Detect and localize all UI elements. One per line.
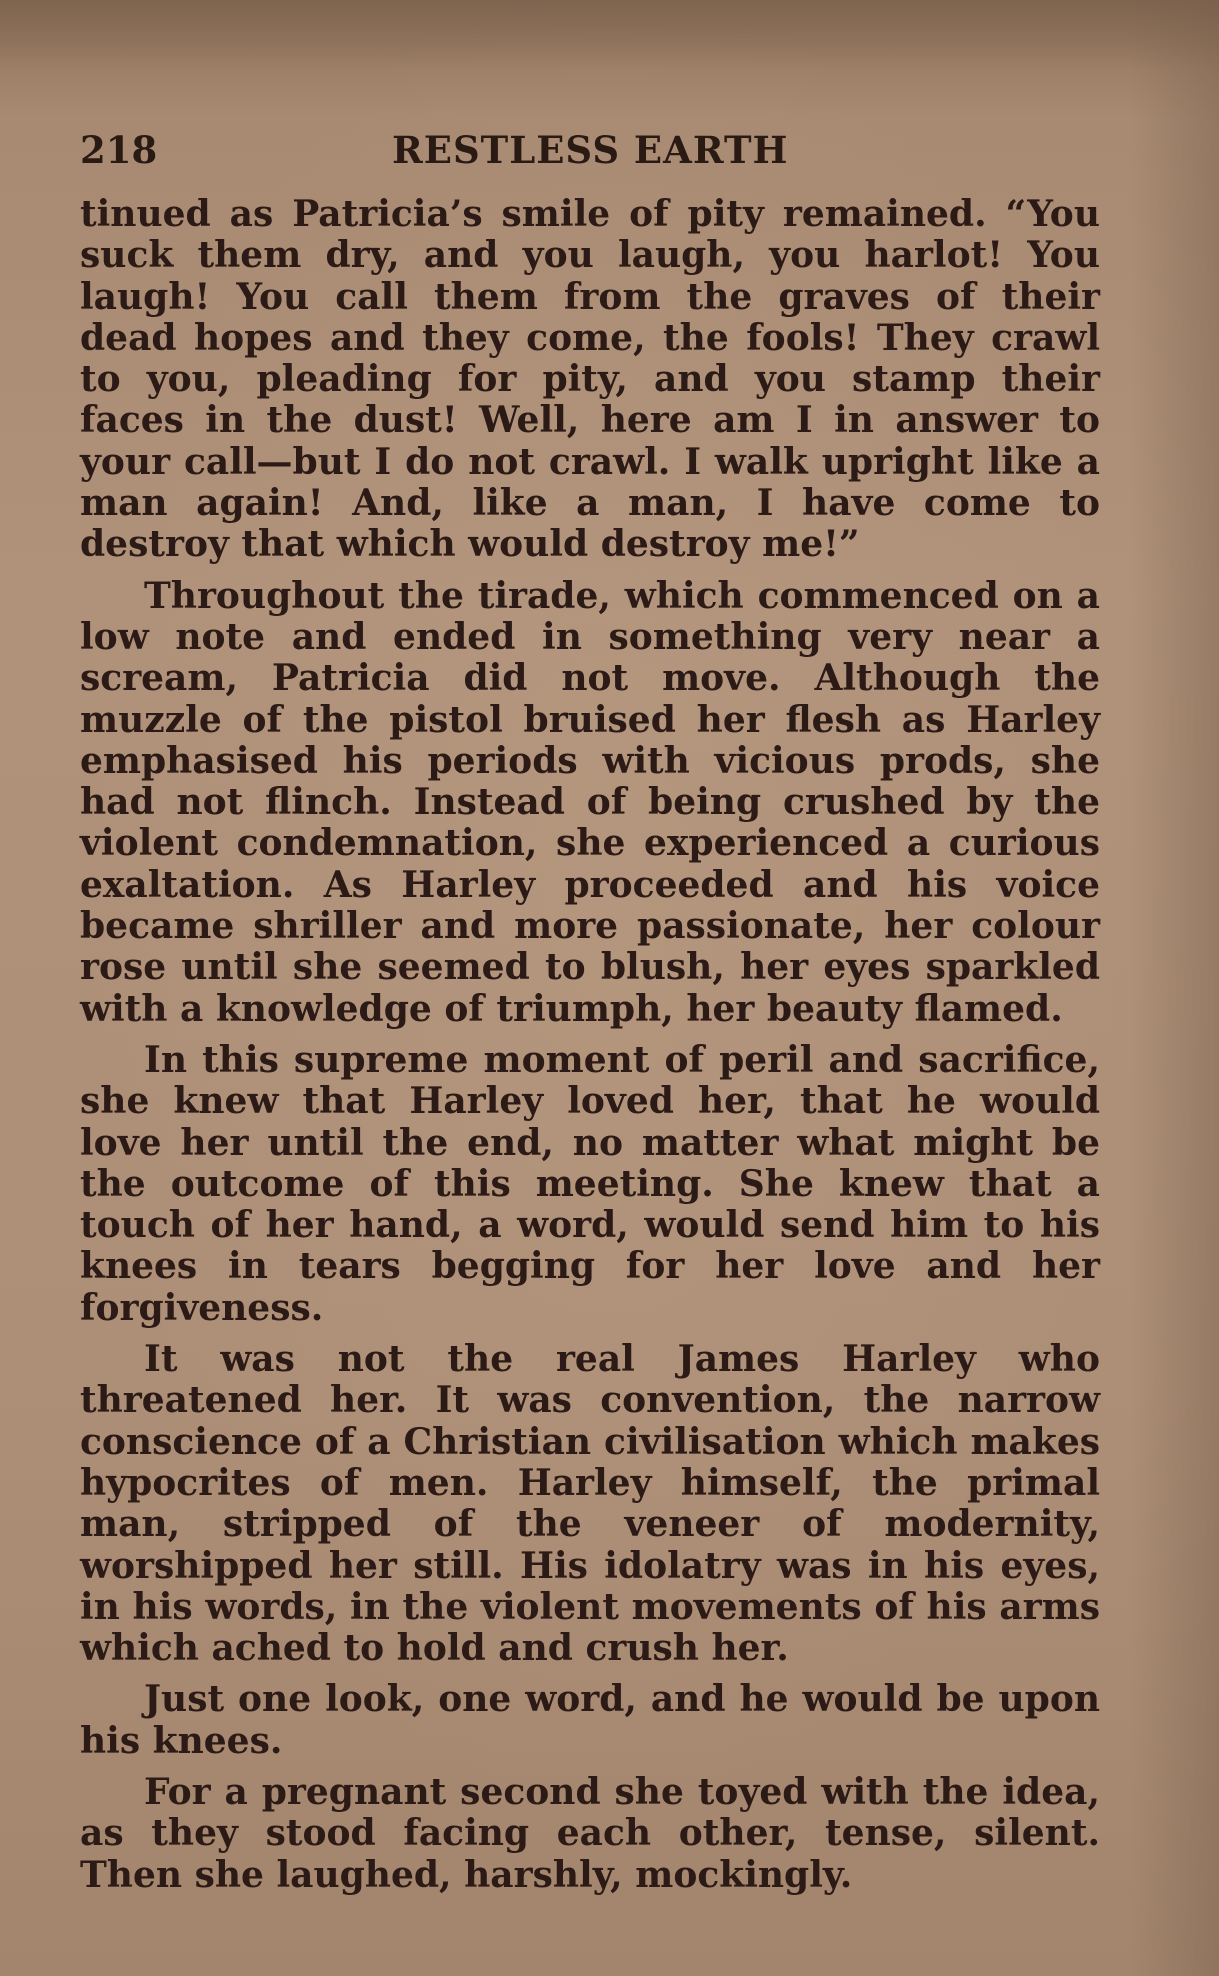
paragraph-2: Throughout the tirade, which commenced on a low note and ended in something very near a scream, Patricia did not move. Although the muzzle of the pistol bruised her flesh as Harley emphasised his periods with vicious prods, she had not flinch. Instead of being crushed by the violent condemnation, she experienced a curious exaltation. As Harley proceeded and his voice became shriller and more passionate, her colour rose until she seemed to blush, her eyes sparkled with a knowledge of triumph, her beauty flamed. (80, 574, 1100, 1030)
body-text (80, 194, 1100, 1906)
page-header (80, 128, 1100, 180)
paragraph-1: tinued as Patricia’s smile of pity remained. “You suck them dry, and you laugh, you harlot! You laugh! You call them from the graves of their dead hopes and they come, the fools! They crawl to you, pleading for pity, and you stamp their faces in the dust! Well, here am I in answer to your call—but I do not crawl. I walk upright like a man again! And, like a man, I have come to destroy that which would destroy me!” (80, 193, 1100, 566)
page-number: 218 (80, 128, 158, 172)
paragraph-3: In this supreme moment of peril and sacrifice, she knew that Harley loved her, that he would love her until the end, no matter what might be the outcome of this meeting. She knew that a touch of her hand, a word, would send him to his knees in tears begging for her love and her forgiveness. (80, 1038, 1100, 1329)
running-title: RESTLESS EARTH (392, 128, 789, 172)
paragraph-6: For a pregnant second she toyed with the idea, as they stood facing each other, tense, silent. Then she laughed, harshly, mockingly. (80, 1770, 1100, 1896)
paragraph-4: It was not the real James Harley who threatened her. It was convention, the narrow conscience of a Christian civilisation which makes hypocrites of men. Harley himself, the primal man, stripped of the veneer of modernity, worshipped her still. His idolatry was in his eyes, in his words, in the violent movements of his arms which ached to hold and crush her. (80, 1338, 1100, 1670)
paragraph-5: Just one look, one word, and he would be upon his knees. (80, 1678, 1100, 1762)
